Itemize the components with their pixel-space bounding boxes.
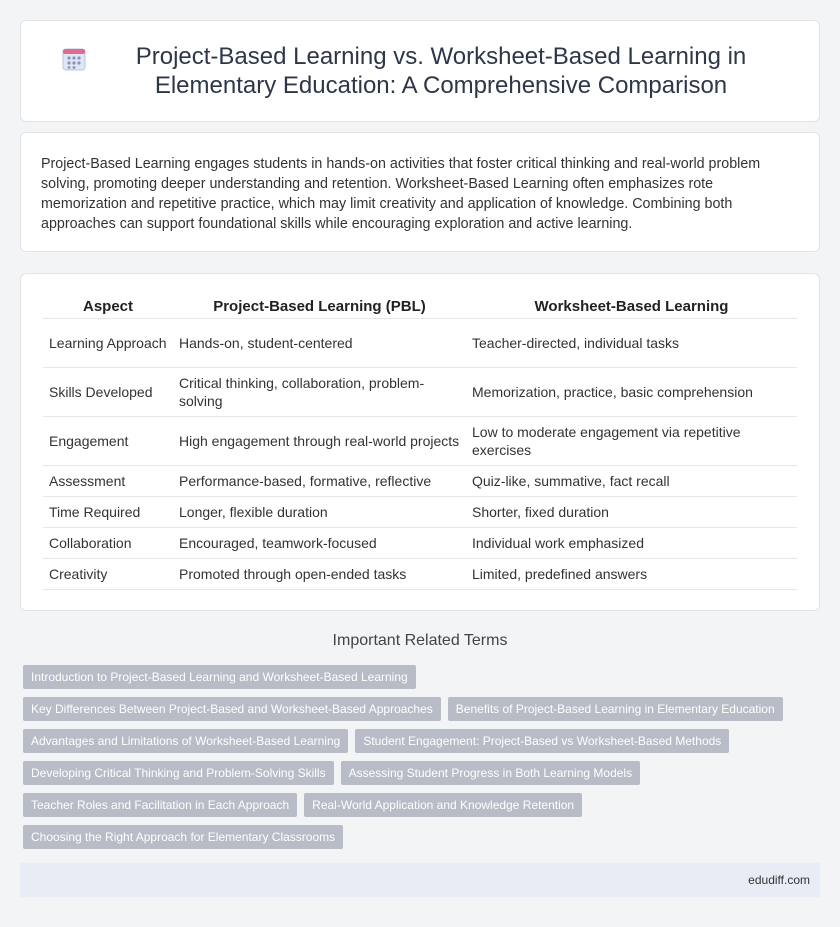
table-row — [43, 318, 797, 367]
header-pbl: Project-Based Learning (PBL) — [173, 294, 466, 318]
title-wrap — [21, 42, 819, 100]
table-row — [43, 416, 797, 465]
header-worksheet: Worksheet-Based Learning — [466, 294, 797, 318]
table-cell-aspect: Creativity — [43, 558, 173, 589]
table-cell-worksheet: Shorter, fixed duration — [466, 496, 797, 527]
table-row — [43, 367, 797, 416]
table-cell-pbl: Longer, flexible duration — [173, 496, 466, 527]
table-cell-aspect: Assessment — [43, 465, 173, 496]
table-cell-pbl: Hands-on, student-centered — [173, 318, 466, 367]
tag-row — [23, 697, 803, 721]
tag-row — [23, 729, 803, 753]
table-cell-aspect: Time Required — [43, 496, 173, 527]
tag-row — [23, 793, 803, 817]
table-cell-worksheet: Individual work emphasized — [466, 527, 797, 558]
page-title: Project-Based Learning vs. Worksheet-Based Learning in Elementary Education: A Comprehensive Comparison — [135, 43, 747, 99]
table-cell-worksheet: Quiz-like, summative, fact recall — [466, 465, 797, 496]
table-row — [43, 527, 797, 558]
footer-site-link[interactable]: edudiff.com — [748, 873, 810, 887]
related-term-tag[interactable]: Teacher Roles and Facilitation in Each Approach — [23, 793, 297, 817]
related-term-tag[interactable]: Real-World Application and Knowledge Retention — [304, 793, 582, 817]
related-terms-title: Important Related Terms — [332, 632, 508, 649]
related-term-tag[interactable]: Assessing Student Progress in Both Learning Models — [341, 761, 641, 785]
table-cell-aspect: Collaboration — [43, 527, 173, 558]
table-cell-aspect: Learning Approach — [43, 318, 173, 367]
table-cell-pbl: Encouraged, teamwork-focused — [173, 527, 466, 558]
intro-card — [20, 132, 820, 252]
header-aspect: Aspect — [43, 294, 173, 318]
comparison-table — [43, 294, 797, 590]
related-term-tag[interactable]: Developing Critical Thinking and Problem-Solving Skills — [23, 761, 334, 785]
table-row — [43, 558, 797, 589]
related-term-tag[interactable]: Key Differences Between Project-Based and Worksheet-Based Approaches — [23, 697, 441, 721]
tag-row — [23, 825, 803, 849]
comparison-table-card — [20, 273, 820, 611]
related-term-tag[interactable]: Introduction to Project-Based Learning and Worksheet-Based Learning — [23, 665, 416, 689]
footer — [20, 863, 820, 897]
table-row — [43, 496, 797, 527]
table-cell-worksheet: Limited, predefined answers — [466, 558, 797, 589]
title-card — [20, 20, 820, 122]
tag-row — [23, 665, 803, 689]
table-cell-worksheet: Low to moderate engagement via repetitive exercises — [466, 416, 797, 465]
related-term-tag[interactable]: Student Engagement: Project-Based vs Worksheet-Based Methods — [355, 729, 729, 753]
table-row — [43, 465, 797, 496]
related-terms-tags — [23, 665, 803, 857]
table-cell-worksheet: Teacher-directed, individual tasks — [466, 318, 797, 367]
tag-row — [23, 761, 803, 785]
intro-paragraph: Project-Based Learning engages students in hands-on activities that foster critical thinking and real-world problem solving, promoting deeper understanding and retention. Worksheet-Based Learning often emphasizes rote memorization and repetitive practice, which may limit creativity and application of knowledge. Combining both approaches can support foundational skills while encouraging exploration and active learning. — [41, 156, 761, 232]
table-cell-pbl: Performance-based, formative, reflective — [173, 465, 466, 496]
table-cell-pbl: High engagement through real-world projects — [173, 416, 466, 465]
table-cell-pbl: Promoted through open-ended tasks — [173, 558, 466, 589]
related-term-tag[interactable]: Choosing the Right Approach for Elementary Classrooms — [23, 825, 343, 849]
calendar-grid-icon — [61, 46, 87, 72]
table-cell-pbl: Critical thinking, collaboration, problem-solving — [173, 367, 466, 416]
table-cell-aspect: Skills Developed — [43, 367, 173, 416]
table-cell-aspect: Engagement — [43, 416, 173, 465]
table-cell-worksheet: Memorization, practice, basic comprehension — [466, 367, 797, 416]
table-header-row — [43, 294, 797, 318]
related-term-tag[interactable]: Advantages and Limitations of Worksheet-Based Learning — [23, 729, 348, 753]
related-term-tag[interactable]: Benefits of Project-Based Learning in Elementary Education — [448, 697, 783, 721]
